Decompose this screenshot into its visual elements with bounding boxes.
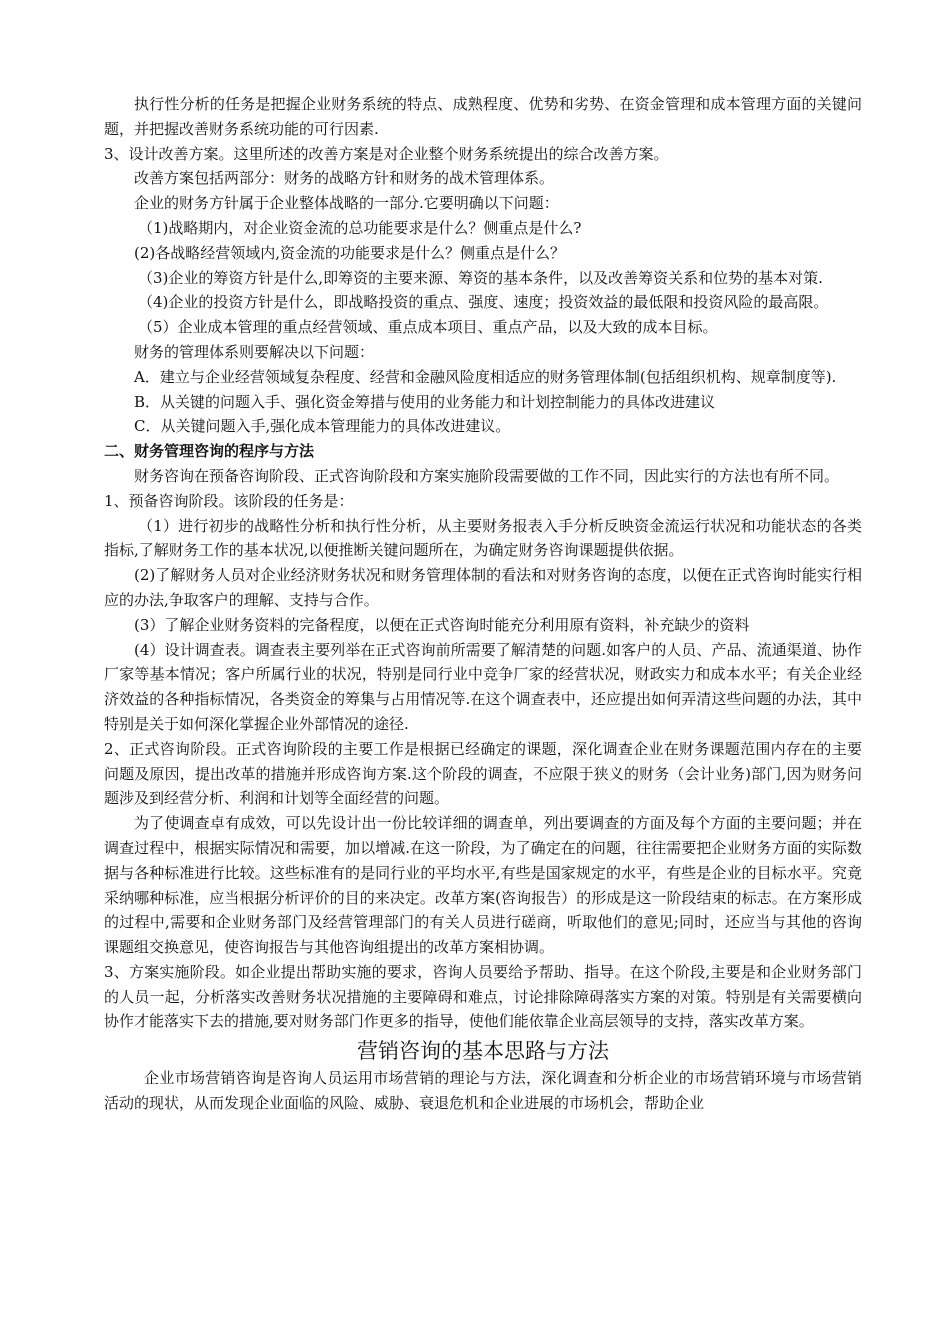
paragraph-stage1: 1、预备咨询阶段。该阶段的任务是： bbox=[104, 491, 354, 510]
paragraph-item-4: （4)企业的投资方针是什么，即战略投资的重点、强度、速度；投资效益的最低限和投资风险的最高限。 bbox=[138, 293, 829, 312]
paragraph-stage1-item-3: (3）了解企业财务资料的完备程度，以便在正式咨询时能充分利用原有资料，补充缺少的资料 bbox=[134, 615, 750, 634]
paragraph-item-1: （1)战略期内，对企业资金流的总功能要求是什么？侧重点是什么? bbox=[138, 218, 582, 237]
paragraph-plan-two-parts: 改善方案包括两部分：财务的战略方针和财务的战术管理体系。 bbox=[134, 169, 555, 188]
section-heading-procedure: 二、财务管理咨询的程序与方法 bbox=[104, 442, 315, 461]
page-title-marketing: 营销咨询的基本思路与方法 bbox=[357, 1039, 609, 1064]
paragraph-item-a: A．建立与企业经营领域复杂程度、经营和金融风险度相适应的财务管理体制(包括组织机构、规章制度等). bbox=[134, 367, 837, 386]
paragraph-stage1-item-1: （1）进行初步的战略性分析和执行性分析，从主要财务报表入手分析反映资金流运行状况和功能状态的各类指标,了解财务工作的基本状况,以便推断关键问题所在，为确定财务咨询课题提供依据。 bbox=[104, 516, 862, 560]
paragraph-stage1-item-4: (4）设计调查表。调查表主要列举在正式咨询前所需要了解清楚的问题.如客户的人员、产品、流通渠道、协作厂家等基本情况；客户所属行业的状况，特别是同行业中竞争厂家的经营状况，财政实力和成本水平；有关企业经济效益的各种指标情况，各类资金的筹集与占用情况等.在这个调查表中，还应提出如何弄清这些问题的办法，其中特别是关于如何深化掌握企业外部情况的途径. bbox=[104, 640, 862, 733]
paragraph-stage2: 2、正式咨询阶段。正式咨询阶段的主要工作是根据已经确定的课题，深化调查企业在财务课题范围内存在的主要问题及原因，提出改革的措施并形成咨询方案.这个阶段的调查，不应限于狭义的财务（会计业务)部门,因为财务问题涉及到经营分析、利润和计划等全面经营的问题。 bbox=[104, 739, 862, 808]
paragraph-executive-analysis: 执行性分析的任务是把握企业财务系统的特点、成熟程度、优势和劣势、在资金管理和成本管理方面的关键问题，并把握改善财务系统功能的可行因素. bbox=[104, 95, 862, 138]
paragraph-consulting-stages: 财务咨询在预备咨询阶段、正式咨询阶段和方案实施阶段需要做的工作不同，因此实行的方法也有所不同。 bbox=[134, 466, 840, 485]
paragraph-stage2-detail: 为了使调查卓有成效，可以先设计出一份比较详细的调查单，列出要调查的方面及每个方面的主要问题；并在调查过程中，根据实际情况和需要，加以增减.在这一阶段，为了确定在的问题，往往需要把企业财务方面的实际数据与各种标准进行比较。这些标准有的是同行业的平均水平,有些是国家规定的水平，有些是企业的目标水平。究竟采纳哪种标准，应当根据分析评价的目的来决定。改革方案(咨询报告）的形成是这一阶段结束的标志。在方案形成的过程中,需要和企业财务部门及经营管理部门的有关人员进行磋商，听取他们的意见;同时，还应当与其他的咨询课题组交换意见，使咨询报告与其他咨询组提出的改革方案相协调。 bbox=[104, 814, 862, 957]
paragraph-step3-design: 3、设计改善方案。这里所述的改善方案是对企业整个财务系统提出的综合改善方案。 bbox=[104, 144, 669, 163]
paragraph-item-c: C．从关键问题入手,强化成本管理能力的具体改进建议。 bbox=[134, 417, 511, 436]
paragraph-item-5: （5）企业成本管理的重点经营领域、重点成本项目、重点产品，以及大致的成本目标。 bbox=[138, 318, 718, 337]
paragraph-item-b: B．从关键的问题入手、强化资金筹措与使用的业务能力和计划控制能力的具体改进建议 bbox=[134, 392, 716, 411]
paragraph-item-2: (2)各战略经营领域内,资金流的功能要求是什么？侧重点是什么？ bbox=[134, 243, 566, 262]
paragraph-financial-policy: 企业的财务方针属于企业整体战略的一部分.它要明确以下问题： bbox=[134, 194, 559, 213]
paragraph-stage3: 3、方案实施阶段。如企业提出帮助实施的要求，咨询人员要给予帮助、指导。在这个阶段,主要是和企业财务部门的人员一起，分析落实改善财务状况措施的主要障碍和难点，讨论排除障碍落实方案的对策。特别是有关需要横向协作才能落实下去的措施,要对财务部门作更多的指导，使他们能依靠企业高层领导的支持，落实改革方案。 bbox=[104, 962, 862, 1031]
paragraph-management-system: 财务的管理体系则要解决以下问题： bbox=[134, 342, 375, 361]
paragraph-marketing-intro: 企业市场营销咨询是咨询人员运用市场营销的理论与方法，深化调查和分析企业的市场营销环境与市场营销活动的现状，从而发现企业面临的风险、威胁、衰退危机和企业进展的市场机会，帮助企业 bbox=[104, 1069, 862, 1113]
paragraph-stage1-item-2: (2)了解财务人员对企业经济财务状况和财务管理体制的看法和对财务咨询的态度，以便在正式咨询时能实行相应的办法,争取客户的理解、支持与合作。 bbox=[104, 566, 862, 609]
document-page bbox=[104, 92, 862, 1116]
paragraph-item-3: （3)企业的筹资方针是什么,即筹资的主要来源、筹资的基本条件，以及改善筹资关系和位势的基本对策. bbox=[138, 268, 823, 287]
